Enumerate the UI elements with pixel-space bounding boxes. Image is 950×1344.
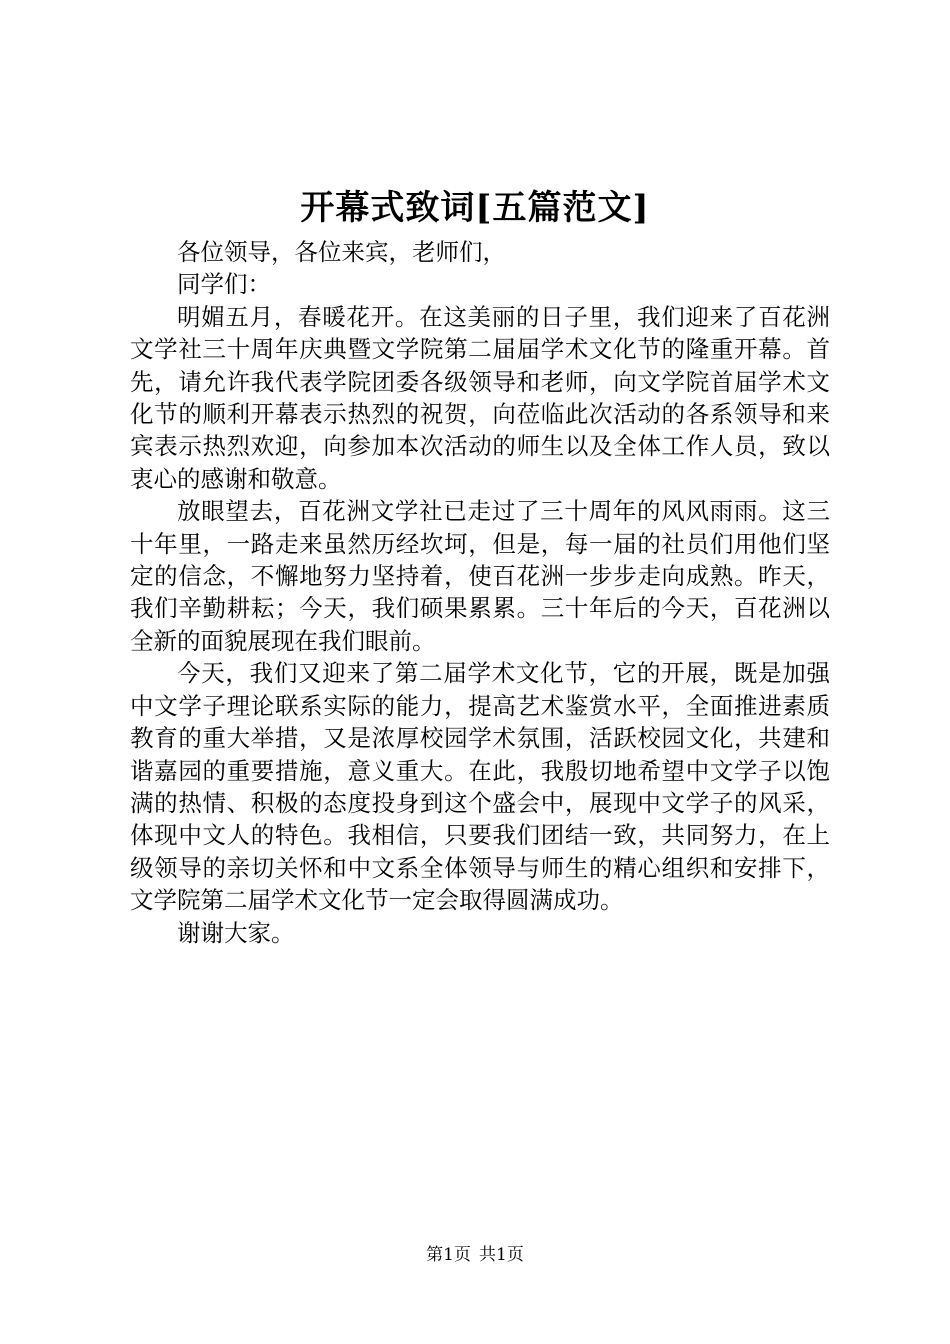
page-total: 共1页 (479, 1245, 524, 1265)
paragraph-opening: 明媚五月，春暖花开。在这美丽的日子里，我们迎来了百花洲文学社三十周年庆典暨文学院第二届届学术文化节的隆重开幕。首先，请允许我代表学院团委各级领导和老师，向文学院首届学术文化节的顺利开幕表示热烈的祝贺，向莅临此次活动的各系领导和来宾表示热烈欢迎，向参加本次活动的师生以及全体工作人员，致以衷心的感谢和敬意。 (130, 302, 830, 493)
paragraph-closing: 谢谢大家。 (177, 918, 295, 947)
page-footer (0, 1244, 950, 1266)
paragraph-salutation-2: 同学们： (177, 270, 271, 299)
paragraph-festival: 今天，我们又迎来了第二届学术文化节，它的开展，既是加强中文学子理论联系实际的能力，提高艺术鉴赏水平，全面推进素质教育的重大举措，又是浓厚校园学术氛围，活跃校园文化，共建和谐嘉园的重要措施，意义重大。在此，我殷切地希望中文学子以饱满的热情、积极的态度投身到这个盛会中，展现中文学子的风采，体现中文人的特色。我相信，只要我们团结一致，共同努力，在上级领导的亲切关怀和中文系全体领导与师生的精心组织和安排下，文学院第二届学术文化节一定会取得圆满成功。 (130, 659, 830, 915)
paragraph-salutation-1: 各位领导，各位来宾，老师们， (177, 238, 506, 266)
document-title: 开幕式致词[五篇范文] (300, 188, 650, 228)
paragraph-history: 放眼望去，百花洲文学社已走过了三十周年的风风雨雨。这三十年里，一路走来虽然历经坎坷，但是，每一届的社员们用他们坚定的信念，不懈地努力坚持着，使百花洲一步步走向成熟。昨天，我们辛勤耕耘；今天，我们硕果累累。三十年后的今天，百花洲以全新的面貌展现在我们眼前。 (130, 497, 830, 655)
document-body (130, 236, 830, 949)
page-number: 第1页 (426, 1245, 471, 1265)
